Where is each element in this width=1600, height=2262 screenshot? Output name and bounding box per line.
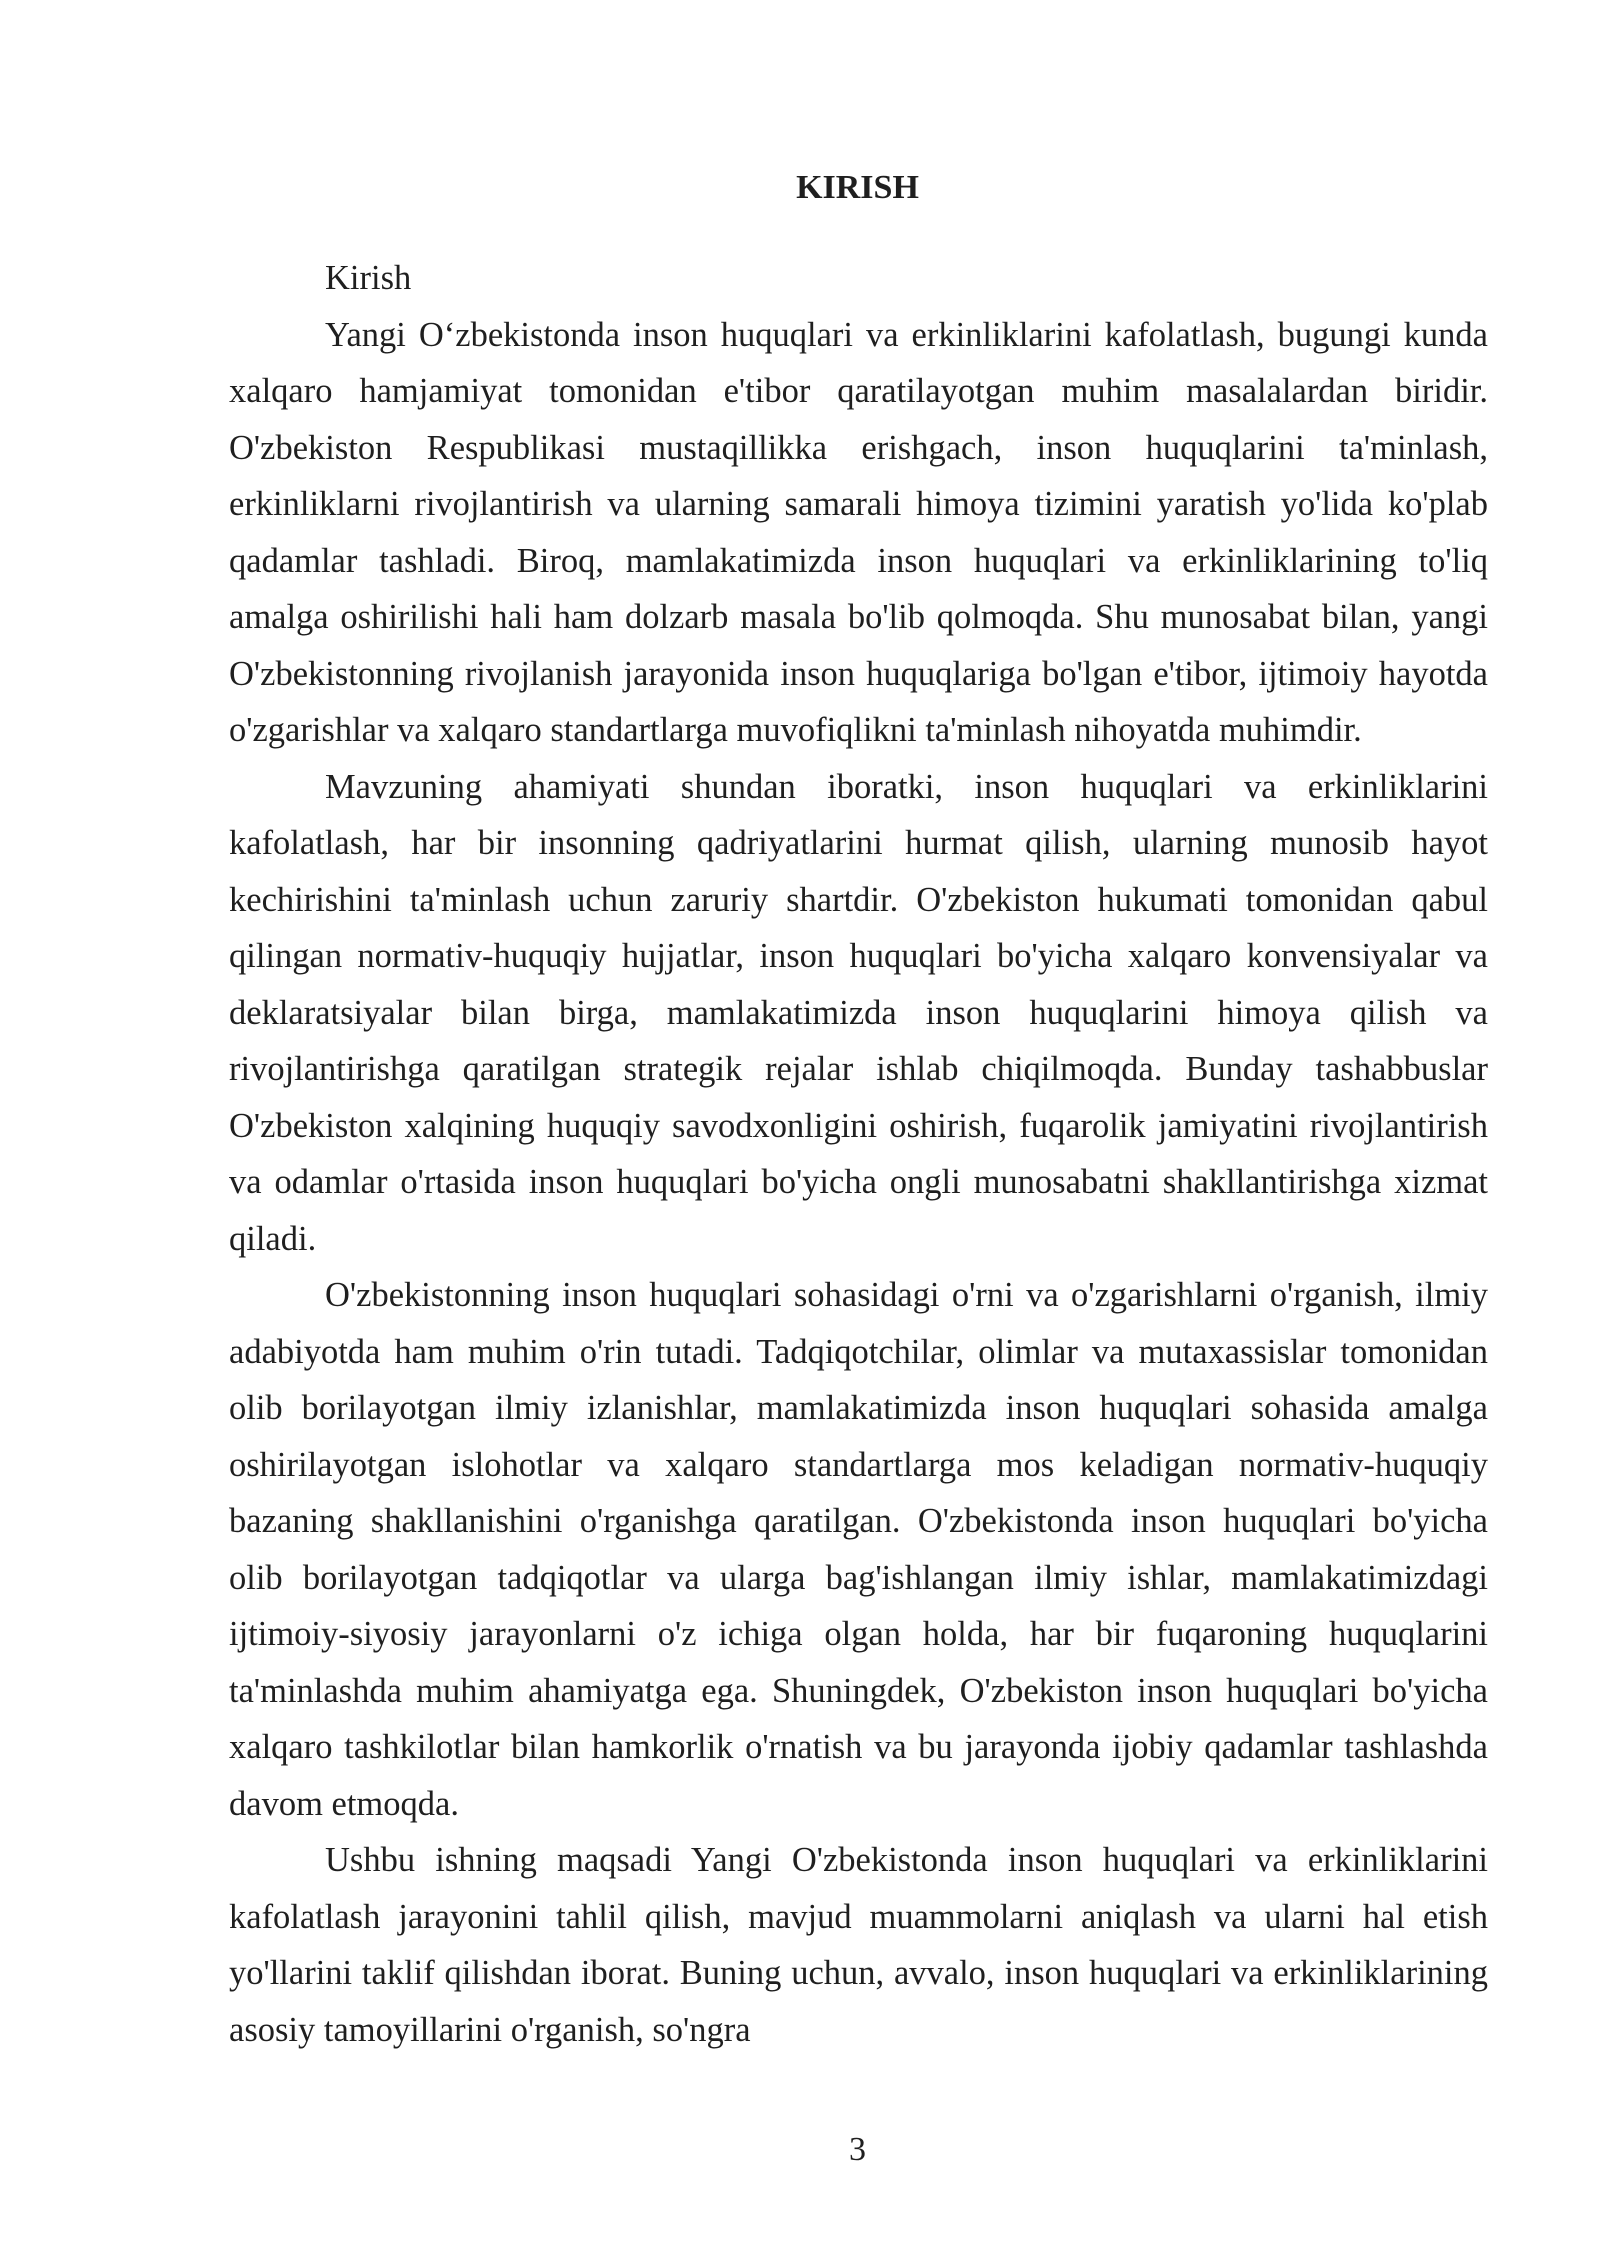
body-text — [229, 250, 1488, 2058]
paragraph: O'zbekistonning inson huquqlari sohasidagi o'rni va o'zgarishlarni o'rganish, ilmiy adabiyotda ham muhim o'rin tutadi. Tadqiqotchilar, olimlar va mutaxassislar tomonidan olib borilayotgan ilmiy izlanishlar, mamlakatimizda inson huquqlari sohasida amalga oshirilayotgan islohotlar va xalqaro standartlarga mos keladigan normativ-huquqiy bazaning shakllanishini o'rganishga qaratilgan. O'zbekistonda inson huquqlari bo'yicha olib borilayotgan tadqiqotlar va ularga bag'ishlangan ilmiy ishlar, mamlakatimizdagi ijtimoiy-siyosiy jarayonlarni o'z ichiga olgan holda, har bir fuqaroning huquqlarini ta'minlashda muhim ahamiyatga ega. Shuningdek, O'zbekiston inson huquqlari bo'yicha xalqaro tashkilotlar bilan hamkorlik o'rnatish va bu jarayonda ijobiy qadamlar tashlashda davom etmoqda. — [229, 1276, 1488, 1823]
paragraph: Mavzuning ahamiyati shundan iboratki, inson huquqlari va erkinliklarini kafolatlash, har bir insonning qadriyatlarini hurmat qilish, ularning munosib hayot kechirishini ta'minlash uchun zaruriy shartdir. O'zbekiston hukumati tomonidan qabul qilingan normativ-huquqiy hujjatlar, inson huquqlari bo'yicha xalqaro konvensiyalar va deklaratsiyalar bilan birga, mamlakatimizda inson huquqlarini himoya qilish va rivojlantirishga qaratilgan strategik rejalar ishlab chiqilmoqda. Bunday tashabbuslar O'zbekiston xalqining huquqiy savodxonligini oshirish, fuqarolik jamiyatini rivojlantirish va odamlar o'rtasida inson huquqlari bo'yicha ongli munosabatni shakllantirishga xizmat qiladi. — [229, 767, 1488, 1258]
paragraph: Yangi O‘zbekistonda inson huquqlari va erkinliklarini kafolatlash, bugungi kunda xalqaro hamjamiyat tomonidan e'tibor qaratilayotgan muhim masalalardan biridir. O'zbekiston Respublikasi mustaqillikka erishgach, inson huquqlarini ta'minlash, erkinliklarni rivojlantirish va ularning samarali himoya tizimini yaratish yo'lida ko'plab qadamlar tashladi. Biroq, mamlakatimizda inson huquqlari va erkinliklarining to'liq amalga oshirilishi hali ham dolzarb masala bo'lib qolmoqda. Shu munosabat bilan, yangi O'zbekistonning rivojlanish jarayonida inson huquqlariga bo'lgan e'tibor, ijtimoiy hayotda o'zgarishlar va xalqaro standartlarga muvofiqlikni ta'minlash nihoyatda muhimdir. — [229, 315, 1488, 749]
paragraph-intro-label: Kirish — [325, 259, 412, 297]
page-number: 3 — [849, 2131, 866, 2168]
page-title: KIRISH — [796, 169, 919, 206]
paragraph: Ushbu ishning maqsadi Yangi O'zbekistonda inson huquqlari va erkinliklarini kafolatlash jarayonini tahlil qilish, mavjud muammolarni aniqlash va ularni hal etish yo'llarini taklif qilishdan iborat. Buning uchun, avvalo, inson huquqlari va erkinliklarining asosiy tamoyillarini o'rganish, so'ngra — [229, 1841, 1488, 2049]
